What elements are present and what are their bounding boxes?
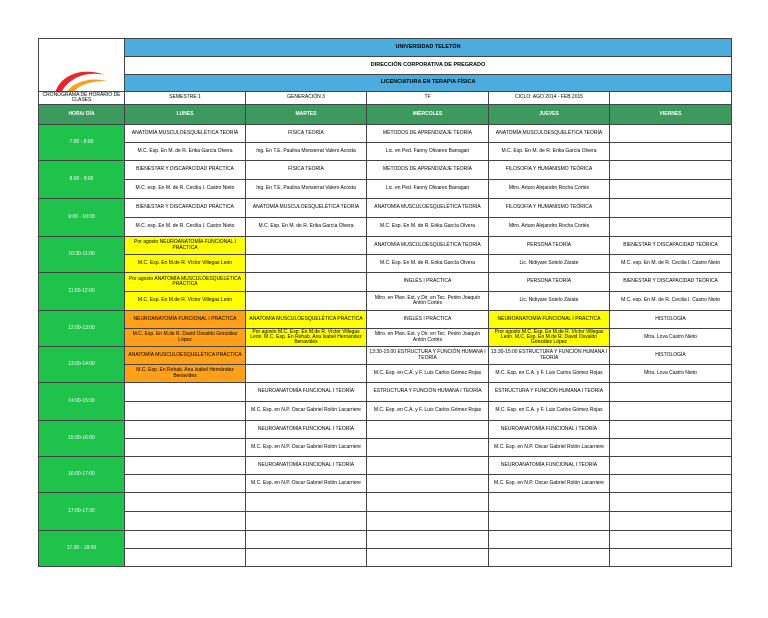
class-subject: NEUROANATOMÍA FUNCIONAL I TEORÍA — [246, 421, 367, 439]
class-instructor: M.C. Esp. En M. de R. Erika García Olvera — [489, 143, 610, 161]
time-slot: 10:30-11:00 — [39, 237, 125, 273]
class-subject: NEUROANATOMÍA FUNCIONAL I TEORÍA — [489, 457, 610, 475]
schedule-row — [39, 475, 732, 493]
info-generation: GENERACIÓN 3 — [246, 92, 367, 105]
class-instructor — [125, 549, 246, 567]
schedule-row — [39, 273, 732, 292]
class-instructor — [489, 549, 610, 567]
schedule-row — [39, 125, 732, 143]
class-subject: FÍSICA TEORÍA — [246, 161, 367, 180]
schedule-row — [39, 383, 732, 402]
class-instructor: Mtra. Lova Castro Nieto — [610, 365, 732, 383]
day-header-wednesday: MIÉRCOLES — [367, 105, 489, 125]
schedule-row — [39, 347, 732, 365]
class-subject — [367, 421, 489, 439]
class-instructor: M.C. Esp. En M.de R. David Osvaldo González López — [125, 329, 246, 347]
info-row — [39, 92, 732, 105]
class-instructor: M.C. Esp. En M. de R. Erika García Olvera — [246, 218, 367, 237]
logo — [39, 39, 125, 92]
class-instructor: M.C. Esp. En M. de R. Erika García Olvera — [125, 143, 246, 161]
class-subject: ANATOMÍA MUSCULOESQUELÉTICA TEORÍA — [367, 199, 489, 218]
class-subject — [610, 421, 732, 439]
class-subject — [489, 493, 610, 512]
class-instructor — [610, 180, 732, 199]
schedule-row — [39, 549, 732, 567]
class-instructor — [125, 402, 246, 421]
schedule-row — [39, 161, 732, 180]
schedule-row — [39, 292, 732, 311]
schedule-row — [39, 493, 732, 512]
class-subject — [367, 531, 489, 549]
class-instructor: M.C. esp. En M. de R. Cecilia I. Castro Nieto — [610, 255, 732, 273]
class-subject: BIENESTAR Y DISCAPACIDAD PRÁCTICA — [125, 199, 246, 218]
class-subject: NEUROANATOMÍA FUNCIONAL I TEORÍA — [489, 421, 610, 439]
time-slot: 14:00-15:00 — [39, 383, 125, 421]
class-instructor: Lic. Nidiyare Sotelo Zárate — [489, 292, 610, 311]
class-subject: NEUROANATOMÍA FUNCIONAL I PRÁCTICA — [125, 311, 246, 329]
time-slot: 13:00-14:00 — [39, 347, 125, 383]
time-slot: 17:30 - 18:00 — [39, 531, 125, 567]
schedule-row — [39, 255, 732, 273]
class-subject: ANATOMÍA MUSCULOESQUELÉTICA PRÁCTICA — [125, 347, 246, 365]
schedule-row — [39, 311, 732, 329]
time-slot: 8:00 - 9:00 — [39, 161, 125, 199]
class-subject: HISTOLOGÍA — [610, 311, 732, 329]
university-title: UNIVERSIDAD TELETÓN — [125, 39, 732, 57]
class-subject: BIENESTAR Y DISCAPACIDAD TEÓRICA — [610, 237, 732, 255]
schedule-sheet — [38, 38, 731, 580]
info-schedule: CRONOGRAMA DE HORARIO DE CLASES — [39, 92, 125, 105]
class-instructor: Por agosto M.C. Esp. En M.de R. Víctor Villegas León. M.C. Esp. En Rehab. Ana Isabel Hernández Benavides — [246, 329, 367, 347]
class-instructor — [367, 512, 489, 531]
class-subject: ESTRUCTURA Y FUNCIÓN HUMANA I TEORÍA — [367, 383, 489, 402]
class-subject: ANATOMÍA MUSCULOESQUELÉTICA TEORÍA — [246, 199, 367, 218]
class-subject — [125, 383, 246, 402]
class-instructor: M.C. esp. En M. de R. Cecilia I. Castro Nieto — [125, 180, 246, 199]
class-subject — [246, 237, 367, 255]
class-subject: ANATOMÍA MUSCULOESQUELÉTICA TEORÍA — [125, 125, 246, 143]
class-instructor — [610, 439, 732, 457]
schedule-row — [39, 402, 732, 421]
class-subject: FILOSOFÍA Y HUMANISMO TEÓRICA — [489, 161, 610, 180]
days-row — [39, 105, 732, 125]
class-subject — [367, 457, 489, 475]
class-instructor: Lic. en Ped. Fanny Olivares Barragan — [367, 143, 489, 161]
time-slot: 12:00-13:00 — [39, 311, 125, 347]
class-subject: PERSONA TEORÍA — [489, 273, 610, 292]
class-instructor: M.C. Esp. En M.de R. Víctor Villegas León — [125, 292, 246, 311]
class-instructor — [610, 218, 732, 237]
logo-swoosh-icon — [51, 67, 111, 92]
class-subject — [246, 493, 367, 512]
class-subject: FILOSOFÍA Y HUMANISMO TEÓRICA — [489, 199, 610, 218]
class-subject — [125, 421, 246, 439]
class-instructor: Lic. en Ped. Fanny Olivares Barragan — [367, 180, 489, 199]
direction-title: DIRECCIÓN CORPORATIVA DE PREGRADO — [125, 57, 732, 75]
class-instructor — [246, 292, 367, 311]
schedule-table — [38, 38, 732, 567]
class-subject — [246, 347, 367, 365]
schedule-row — [39, 439, 732, 457]
schedule-row — [39, 365, 732, 383]
program-title: LICENCIATURA EN TERAPIA FÍSICA — [125, 75, 732, 92]
time-slot: 9:00 - 10:00 — [39, 199, 125, 237]
class-subject: ESTRUCTURA Y FUNCIÓN HUMANA I TEORÍA — [489, 383, 610, 402]
class-subject — [610, 383, 732, 402]
day-header-monday: LUNES — [125, 105, 246, 125]
class-subject: ANATOMÍA MUSCULOESQUELÉTICA TEORÍA — [367, 237, 489, 255]
class-instructor — [125, 512, 246, 531]
time-slot: 15:00-16:00 — [39, 421, 125, 457]
schedule-row — [39, 237, 732, 255]
schedule-row — [39, 329, 732, 347]
class-subject — [367, 493, 489, 512]
time-slot: 17:00-17:30 — [39, 493, 125, 531]
class-instructor: M.C. Esp. en C.A. y F. Luis Carlos Gómez Rojas — [367, 365, 489, 383]
class-subject — [610, 493, 732, 512]
class-instructor: M.C. Esp. en N.P. Oscar Gabriel Rolón Lacarriere — [246, 439, 367, 457]
schedule-row — [39, 143, 732, 161]
class-subject: FÍSICA TEORÍA — [246, 125, 367, 143]
class-subject: Por agosto ANATOMÍA MUSCULOESQUELÉTICA PRÁCTICA — [125, 273, 246, 292]
class-instructor — [610, 475, 732, 493]
schedule-row — [39, 421, 732, 439]
class-instructor: M.C. Esp. en C.A. y F. Luis Carlos Gómez Rojas — [489, 365, 610, 383]
class-instructor: M.C. Esp. en C.A. y F. Luis Carlos Gómez Rojas — [489, 402, 610, 421]
class-instructor: Mtro. Arturo Alejandro Rocha Cortés — [489, 180, 610, 199]
schedule-row — [39, 457, 732, 475]
class-instructor: M.C. esp. En M. de R. Cecilia I. Castro Nieto — [125, 218, 246, 237]
time-slot: 11:00-12:00 — [39, 273, 125, 311]
class-instructor: M.C. Esp. en N.P. Oscar Gabriel Rolón Lacarriere — [246, 402, 367, 421]
time-slot: 16:00-17:00 — [39, 457, 125, 493]
class-instructor — [610, 512, 732, 531]
info-semester: SEMESTRE 1 — [125, 92, 246, 105]
class-subject: Por agosto NEUROANATOMÍA FUNCIONAL I PRÁCTICA — [125, 237, 246, 255]
class-subject — [610, 199, 732, 218]
class-instructor: M.C. Esp. En M. de R. Erika García Olvera — [367, 255, 489, 273]
class-subject: INGLÉS I PRÁCTICA — [367, 273, 489, 292]
class-subject: MÉTODOS DE APRENDIZAJE TEORÍA — [367, 125, 489, 143]
day-header-thursday: JUEVES — [489, 105, 610, 125]
class-subject — [610, 531, 732, 549]
class-subject: PERSONA TEORÍA — [489, 237, 610, 255]
class-instructor — [367, 439, 489, 457]
class-instructor: M.C. esp. En M. de R. Cecilia I. Castro Nieto — [610, 292, 732, 311]
class-subject — [610, 125, 732, 143]
class-subject: ANATOMÍA MUSCULOESQUELÉTICA PRÁCTICA — [246, 311, 367, 329]
class-instructor: Mtro. Arturo Alejandro Rocha Cortés — [489, 218, 610, 237]
class-subject: MÉTODOS DE APRENDIZAJE TEORÍA — [367, 161, 489, 180]
class-instructor — [367, 549, 489, 567]
class-subject — [125, 457, 246, 475]
class-subject: BIENESTAR Y DISCAPACIDAD TEÓRICA — [610, 273, 732, 292]
class-subject: NEUROANATOMÍA FUNCIONAL I TEORÍA — [246, 457, 367, 475]
class-instructor: M.C. Esp. en N.P. Oscar Gabriel Rolón Lacarriere — [246, 475, 367, 493]
class-subject: INGLÉS I PRÁCTICA — [367, 311, 489, 329]
info-empty — [610, 92, 732, 105]
class-instructor — [610, 143, 732, 161]
day-header-hour: HORA/ DÍA — [39, 105, 125, 125]
schedule-row — [39, 531, 732, 549]
day-header-friday: VIERNES — [610, 105, 732, 125]
info-cycle: CICLO: AGO 2014 - FEB 2015 — [489, 92, 610, 105]
class-instructor: Mtro. en Plan. Est. y Dir. en Tec. Pedro Joaquín Antón Cortés — [367, 329, 489, 347]
class-instructor: M.C. Esp. en N.P. Oscar Gabriel Rolón Lacarriere — [489, 475, 610, 493]
class-instructor: M.C. Esp. En M.de R. Víctor Villegas León — [125, 255, 246, 273]
class-instructor — [125, 475, 246, 493]
class-instructor — [367, 475, 489, 493]
class-instructor: Pror agosto M.C. Esp. En M.de R. Víctor Villegas León. M.C. Esp. En M.de R. David Osvaldo González López — [489, 329, 610, 347]
class-subject: 13:30-15:00 ESTRUCTURA Y FUNCIÓN HUMANA I TEORÍA — [367, 347, 489, 365]
class-subject — [246, 531, 367, 549]
class-subject: NEUROANATOMÍA FUNCIONAL I PRÁCTICA — [489, 311, 610, 329]
class-subject — [246, 273, 367, 292]
class-instructor — [125, 439, 246, 457]
class-subject — [489, 531, 610, 549]
class-subject: HISTOLOGÍA — [610, 347, 732, 365]
schedule-row — [39, 199, 732, 218]
class-subject — [610, 161, 732, 180]
class-instructor — [246, 365, 367, 383]
schedule-row — [39, 512, 732, 531]
class-instructor — [246, 255, 367, 273]
class-instructor: M.C. Esp. En Rehab. Ana Isabel Hernández Benavides — [125, 365, 246, 383]
day-header-tuesday: MARTES — [246, 105, 367, 125]
class-instructor — [610, 549, 732, 567]
class-subject — [125, 493, 246, 512]
class-instructor — [246, 549, 367, 567]
class-subject — [125, 531, 246, 549]
class-instructor: Mtra. Lova Castro Nieto — [610, 329, 732, 347]
class-instructor — [246, 512, 367, 531]
class-instructor — [610, 402, 732, 421]
class-instructor: Ing. En T.E. Paulina Monserrat Valero Acosta — [246, 180, 367, 199]
schedule-row — [39, 180, 732, 199]
class-subject: NEUROANATOMÍA FUNCIONAL I TEORÍA — [246, 383, 367, 402]
class-instructor: M.C. Esp. En M. de R. Erika García Olvera — [367, 218, 489, 237]
time-slot: 7:00 - 8:00 — [39, 125, 125, 161]
class-subject — [610, 457, 732, 475]
class-instructor — [489, 512, 610, 531]
schedule-row — [39, 218, 732, 237]
class-instructor: Mtro. en Plan. Est. y Dir. en Tec. Pedro Joaquín Antón Cortés — [367, 292, 489, 311]
class-subject: BIENESTAR Y DISCAPACIDAD PRÁCTICA — [125, 161, 246, 180]
class-instructor: M.C. Esp. en C.A. y F. Luis Carlos Gómez Rojas — [367, 402, 489, 421]
class-instructor: M.C. Esp. en N.P. Oscar Gabriel Rolón Lacarriere — [489, 439, 610, 457]
class-instructor: Lic. Nidiyare Sotelo Zárate — [489, 255, 610, 273]
class-subject: 13:30-15:00 ESTRUCTURA Y FUNCIÓN HUMANA I TEORÍA — [489, 347, 610, 365]
info-program-code: TF — [367, 92, 489, 105]
class-instructor: Ing. En T.E. Paulina Monserrat Valero Acosta — [246, 143, 367, 161]
class-subject: ANATOMÍA MUSCULOESQUELÉTICA TEORÍA — [489, 125, 610, 143]
